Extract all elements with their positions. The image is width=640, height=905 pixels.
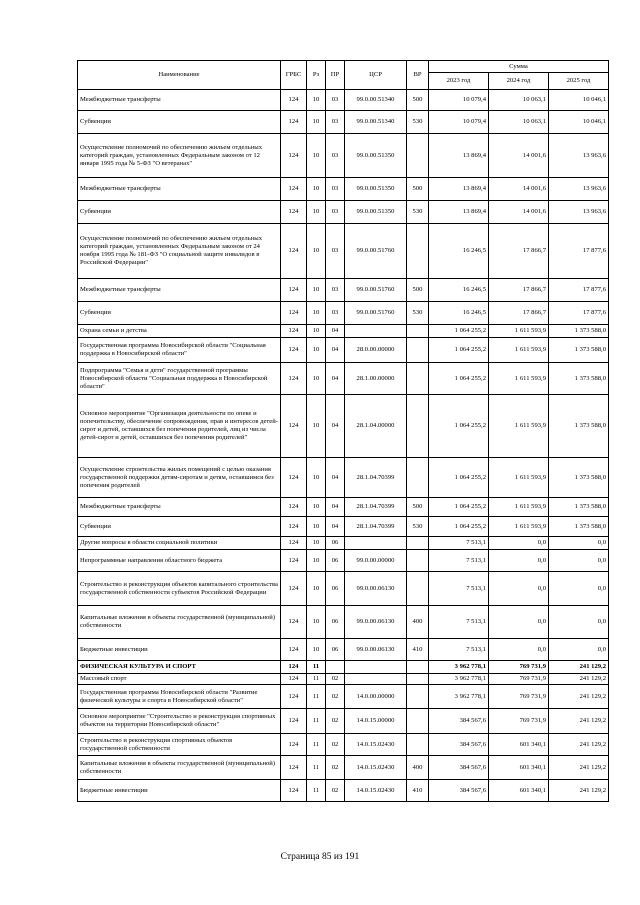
row-name: Бюджетные инвестиции <box>78 780 281 802</box>
row-csr: 99.0.00.06130 <box>345 639 407 661</box>
row-csr <box>345 661 407 674</box>
row-vr: 530 <box>407 201 429 224</box>
row-rz: 10 <box>307 537 326 550</box>
row-rz: 10 <box>307 338 326 363</box>
table-row <box>78 363 609 395</box>
row-pr: 06 <box>326 606 345 639</box>
row-vr <box>407 550 429 572</box>
table-row <box>78 111 609 134</box>
row-csr <box>345 537 407 550</box>
row-vr: 500 <box>407 90 429 111</box>
row-rz: 10 <box>307 363 326 395</box>
row-name: Основное мероприятие "Организация деятельности по опеке и попечительству, обеспечение сопровождения, прав и интересов детей-сирот и детей, оставшихся без попечения родителей, лиц из числа детей-сирот и детей, оставшихся без попечения родителей" <box>78 395 281 458</box>
row-sum-2025: 1 373 588,0 <box>549 325 609 338</box>
row-grbs: 124 <box>281 498 307 517</box>
row-pr: 02 <box>326 756 345 780</box>
row-sum-2023: 384 567,6 <box>429 756 489 780</box>
row-name: Государственная программа Новосибирской области "Социальная поддержка в Новосибирской области" <box>78 338 281 363</box>
row-sum-2024: 0,0 <box>489 572 549 606</box>
table-row <box>78 498 609 517</box>
row-grbs: 124 <box>281 395 307 458</box>
row-sum-2024: 17 866,7 <box>489 302 549 325</box>
row-sum-2023: 7 513,1 <box>429 537 489 550</box>
table-row <box>78 606 609 639</box>
row-pr: 03 <box>326 90 345 111</box>
row-sum-2023: 384 567,6 <box>429 734 489 756</box>
row-sum-2024: 769 731,9 <box>489 685 549 709</box>
row-sum-2025: 1 373 588,0 <box>549 338 609 363</box>
row-grbs: 124 <box>281 537 307 550</box>
table-row <box>78 734 609 756</box>
row-csr: 14.0.15.02430 <box>345 780 407 802</box>
row-rz: 10 <box>307 325 326 338</box>
row-name: Субвенции <box>78 517 281 537</box>
row-sum-2024: 769 731,9 <box>489 661 549 674</box>
row-vr: 530 <box>407 111 429 134</box>
table-row <box>78 134 609 178</box>
header-year-2025: 2025 год <box>549 73 609 90</box>
row-name: Капитальные вложения в объекты государственной (муниципальной) собственности <box>78 606 281 639</box>
row-rz: 11 <box>307 709 326 734</box>
row-rz: 11 <box>307 674 326 685</box>
row-csr: 28.1.04.00000 <box>345 395 407 458</box>
table-row <box>78 279 609 302</box>
row-sum-2025: 0,0 <box>549 639 609 661</box>
row-pr: 03 <box>326 302 345 325</box>
row-sum-2024: 0,0 <box>489 537 549 550</box>
row-name: Капитальные вложения в объекты государственной (муниципальной) собственности <box>78 756 281 780</box>
row-vr <box>407 674 429 685</box>
row-sum-2023: 384 567,6 <box>429 780 489 802</box>
row-csr: 99.0.00.51760 <box>345 224 407 279</box>
row-name: Государственная программа Новосибирской области "Развитие физической культуры и спорта в Новосибирской области" <box>78 685 281 709</box>
row-csr: 99.0.00.51340 <box>345 111 407 134</box>
row-vr: 530 <box>407 517 429 537</box>
row-sum-2024: 17 866,7 <box>489 279 549 302</box>
row-vr: 500 <box>407 178 429 201</box>
row-csr: 99.0.00.51350 <box>345 134 407 178</box>
row-sum-2023: 7 513,1 <box>429 606 489 639</box>
row-sum-2025: 13 963,6 <box>549 201 609 224</box>
row-rz: 10 <box>307 302 326 325</box>
row-pr: 03 <box>326 279 345 302</box>
row-sum-2025: 241 129,2 <box>549 734 609 756</box>
table-row <box>78 458 609 498</box>
row-name: Осуществление полномочий по обеспечению жильем отдельных категорий граждан, установленных Федеральным законом от 12 января 1995 года № 5-ФЗ "О ветеранах" <box>78 134 281 178</box>
row-csr: 99.0.00.00000 <box>345 550 407 572</box>
row-sum-2025: 17 877,6 <box>549 224 609 279</box>
row-rz: 10 <box>307 224 326 279</box>
row-rz: 10 <box>307 550 326 572</box>
row-sum-2023: 1 064 255,2 <box>429 498 489 517</box>
row-grbs: 124 <box>281 458 307 498</box>
row-vr <box>407 134 429 178</box>
row-sum-2024: 1 611 593,9 <box>489 325 549 338</box>
row-sum-2023: 3 962 778,1 <box>429 674 489 685</box>
row-rz: 11 <box>307 661 326 674</box>
row-sum-2025: 1 373 588,0 <box>549 363 609 395</box>
row-pr: 03 <box>326 111 345 134</box>
table-row <box>78 395 609 458</box>
row-csr: 99.0.00.51760 <box>345 279 407 302</box>
row-vr <box>407 325 429 338</box>
table-row <box>78 639 609 661</box>
row-name: Строительство и реконструкция спортивных объектов государственной собственности <box>78 734 281 756</box>
table-row <box>78 550 609 572</box>
row-grbs: 124 <box>281 111 307 134</box>
row-sum-2024: 601 340,1 <box>489 734 549 756</box>
row-name: Непрограммные направления областного бюджета <box>78 550 281 572</box>
row-csr: 14.0.15.02430 <box>345 756 407 780</box>
row-pr: 03 <box>326 134 345 178</box>
row-grbs: 124 <box>281 279 307 302</box>
row-sum-2025: 0,0 <box>549 550 609 572</box>
row-grbs: 124 <box>281 780 307 802</box>
row-sum-2025: 17 877,6 <box>549 302 609 325</box>
row-sum-2025: 241 129,2 <box>549 756 609 780</box>
row-csr: 99.0.00.06130 <box>345 606 407 639</box>
row-rz: 10 <box>307 201 326 224</box>
row-sum-2024: 14 001,6 <box>489 201 549 224</box>
row-pr: 06 <box>326 639 345 661</box>
row-grbs: 124 <box>281 325 307 338</box>
row-name: Основное мероприятие "Строительство и реконструкция спортивных объектов на территории Новосибирской области" <box>78 709 281 734</box>
table-row <box>78 685 609 709</box>
row-sum-2024: 14 001,6 <box>489 178 549 201</box>
row-sum-2025: 0,0 <box>549 537 609 550</box>
row-grbs: 124 <box>281 550 307 572</box>
row-name: Межбюджетные трансферты <box>78 90 281 111</box>
table-row <box>78 224 609 279</box>
row-csr: 28.1.04.70399 <box>345 498 407 517</box>
header-grbs: ГРБС <box>281 61 307 90</box>
row-sum-2024: 769 731,9 <box>489 709 549 734</box>
row-sum-2024: 601 340,1 <box>489 780 549 802</box>
row-sum-2025: 241 129,2 <box>549 780 609 802</box>
row-grbs: 124 <box>281 134 307 178</box>
row-csr: 14.0.15.00000 <box>345 709 407 734</box>
row-sum-2025: 241 129,2 <box>549 661 609 674</box>
row-name: Субвенции <box>78 201 281 224</box>
row-sum-2025: 13 963,6 <box>549 134 609 178</box>
row-vr <box>407 661 429 674</box>
row-rz: 10 <box>307 395 326 458</box>
table-row <box>78 756 609 780</box>
row-sum-2023: 1 064 255,2 <box>429 363 489 395</box>
row-sum-2023: 3 962 778,1 <box>429 661 489 674</box>
row-rz: 11 <box>307 780 326 802</box>
row-vr <box>407 709 429 734</box>
row-sum-2023: 1 064 255,2 <box>429 517 489 537</box>
row-grbs: 124 <box>281 572 307 606</box>
row-vr <box>407 363 429 395</box>
row-vr: 500 <box>407 279 429 302</box>
row-pr: 04 <box>326 363 345 395</box>
row-sum-2024: 1 611 593,9 <box>489 395 549 458</box>
row-pr: 04 <box>326 458 345 498</box>
row-name: Межбюджетные трансферты <box>78 279 281 302</box>
row-sum-2024: 0,0 <box>489 639 549 661</box>
table-row <box>78 709 609 734</box>
row-vr <box>407 537 429 550</box>
row-pr: 04 <box>326 498 345 517</box>
row-sum-2024: 769 731,9 <box>489 674 549 685</box>
header-name: Наименование <box>78 61 281 90</box>
row-rz: 10 <box>307 458 326 498</box>
row-rz: 11 <box>307 734 326 756</box>
row-name: Строительство и реконструкция объектов капитального строительства государственной собственности субъектов Российской Федерации <box>78 572 281 606</box>
row-vr <box>407 395 429 458</box>
row-vr: 410 <box>407 639 429 661</box>
row-sum-2023: 16 246,5 <box>429 224 489 279</box>
row-csr: 99.0.00.06130 <box>345 572 407 606</box>
row-sum-2023: 10 079,4 <box>429 111 489 134</box>
row-sum-2023: 1 064 255,2 <box>429 395 489 458</box>
row-rz: 10 <box>307 572 326 606</box>
row-grbs: 124 <box>281 363 307 395</box>
row-sum-2024: 601 340,1 <box>489 756 549 780</box>
table-row <box>78 178 609 201</box>
row-pr <box>326 661 345 674</box>
row-sum-2025: 10 046,1 <box>549 90 609 111</box>
row-sum-2024: 1 611 593,9 <box>489 458 549 498</box>
page-number: Страница 85 из 191 <box>280 852 360 862</box>
row-sum-2023: 7 513,1 <box>429 572 489 606</box>
table-row <box>78 780 609 802</box>
row-vr <box>407 572 429 606</box>
header-year-2023: 2023 год <box>429 73 489 90</box>
row-sum-2024: 0,0 <box>489 550 549 572</box>
row-grbs: 124 <box>281 201 307 224</box>
row-vr: 400 <box>407 756 429 780</box>
row-csr <box>345 325 407 338</box>
row-vr: 400 <box>407 606 429 639</box>
row-pr: 04 <box>326 325 345 338</box>
row-sum-2024: 10 063,1 <box>489 111 549 134</box>
table-body <box>78 90 609 802</box>
row-name: Субвенции <box>78 302 281 325</box>
row-sum-2024: 14 001,6 <box>489 134 549 178</box>
row-grbs: 124 <box>281 338 307 363</box>
row-grbs: 124 <box>281 224 307 279</box>
row-name: Осуществление строительства жилых помещений с целью оказания государственной поддержки детям-сиротам и детям, оставшимся без попечения родителей <box>78 458 281 498</box>
row-csr: 99.0.00.51350 <box>345 178 407 201</box>
row-pr: 06 <box>326 550 345 572</box>
row-vr: 530 <box>407 302 429 325</box>
table-row <box>78 674 609 685</box>
header-sum: Сумма <box>429 61 609 73</box>
row-vr <box>407 224 429 279</box>
row-sum-2023: 16 246,5 <box>429 302 489 325</box>
row-sum-2025: 17 877,6 <box>549 279 609 302</box>
header-pr: ПР <box>326 61 345 90</box>
row-name: ФИЗИЧЕСКАЯ КУЛЬТУРА И СПОРТ <box>78 661 281 674</box>
row-name: Подпрограмма "Семья и дети" государственной программы Новосибирской области "Социальная поддержка в Новосибирской области" <box>78 363 281 395</box>
row-sum-2024: 1 611 593,9 <box>489 338 549 363</box>
row-pr: 06 <box>326 572 345 606</box>
row-grbs: 124 <box>281 639 307 661</box>
row-grbs: 124 <box>281 661 307 674</box>
row-csr: 28.0.00.00000 <box>345 338 407 363</box>
row-name: Субвенции <box>78 111 281 134</box>
row-sum-2025: 241 129,2 <box>549 685 609 709</box>
row-sum-2025: 241 129,2 <box>549 709 609 734</box>
row-sum-2024: 0,0 <box>489 606 549 639</box>
row-grbs: 124 <box>281 685 307 709</box>
row-csr <box>345 674 407 685</box>
row-sum-2024: 1 611 593,9 <box>489 498 549 517</box>
row-csr: 99.0.00.51760 <box>345 302 407 325</box>
row-grbs: 124 <box>281 674 307 685</box>
row-grbs: 124 <box>281 709 307 734</box>
row-sum-2023: 384 567,6 <box>429 709 489 734</box>
row-pr: 02 <box>326 780 345 802</box>
row-grbs: 124 <box>281 517 307 537</box>
row-pr: 02 <box>326 734 345 756</box>
row-sum-2025: 1 373 588,0 <box>549 458 609 498</box>
row-sum-2024: 10 063,1 <box>489 90 549 111</box>
row-pr: 02 <box>326 674 345 685</box>
row-rz: 10 <box>307 498 326 517</box>
row-sum-2025: 0,0 <box>549 606 609 639</box>
row-grbs: 124 <box>281 302 307 325</box>
row-sum-2023: 1 064 255,2 <box>429 325 489 338</box>
table-row <box>78 517 609 537</box>
row-sum-2023: 1 064 255,2 <box>429 338 489 363</box>
header-csr: ЦСР <box>345 61 407 90</box>
row-sum-2025: 241 129,2 <box>549 674 609 685</box>
row-vr: 500 <box>407 498 429 517</box>
row-sum-2023: 10 079,4 <box>429 90 489 111</box>
row-sum-2023: 7 513,1 <box>429 639 489 661</box>
row-vr <box>407 338 429 363</box>
row-grbs: 124 <box>281 90 307 111</box>
row-name: Осуществление полномочий по обеспечению жильем отдельных категорий граждан, установленных Федеральным законом от 24 ноября 1995 года № 181-ФЗ "О социальной защите инвалидов в Российской Федерации" <box>78 224 281 279</box>
table-row <box>78 90 609 111</box>
row-name: Массовый спорт <box>78 674 281 685</box>
row-sum-2024: 1 611 593,9 <box>489 517 549 537</box>
row-name: Другие вопросы в области социальной политики <box>78 537 281 550</box>
budget-table <box>77 60 609 802</box>
row-rz: 10 <box>307 639 326 661</box>
table-row <box>78 302 609 325</box>
row-name: Межбюджетные трансферты <box>78 498 281 517</box>
row-pr: 02 <box>326 709 345 734</box>
row-rz: 11 <box>307 685 326 709</box>
row-name: Межбюджетные трансферты <box>78 178 281 201</box>
row-pr: 02 <box>326 685 345 709</box>
row-rz: 10 <box>307 178 326 201</box>
row-pr: 04 <box>326 517 345 537</box>
row-sum-2023: 13 869,4 <box>429 178 489 201</box>
row-pr: 04 <box>326 395 345 458</box>
row-sum-2023: 3 962 778,1 <box>429 685 489 709</box>
row-sum-2023: 7 513,1 <box>429 550 489 572</box>
row-sum-2024: 17 866,7 <box>489 224 549 279</box>
row-sum-2023: 13 869,4 <box>429 134 489 178</box>
row-sum-2025: 1 373 588,0 <box>549 517 609 537</box>
row-sum-2025: 0,0 <box>549 572 609 606</box>
row-vr: 410 <box>407 780 429 802</box>
row-rz: 10 <box>307 134 326 178</box>
table-row <box>78 325 609 338</box>
row-vr <box>407 734 429 756</box>
header-vr: ВР <box>407 61 429 90</box>
row-grbs: 124 <box>281 178 307 201</box>
row-csr: 14.0.15.02430 <box>345 734 407 756</box>
row-pr: 03 <box>326 178 345 201</box>
row-vr <box>407 685 429 709</box>
row-rz: 11 <box>307 756 326 780</box>
row-grbs: 124 <box>281 734 307 756</box>
row-vr <box>407 458 429 498</box>
row-sum-2025: 13 963,6 <box>549 178 609 201</box>
row-pr: 03 <box>326 201 345 224</box>
table-row <box>78 201 609 224</box>
row-sum-2023: 1 064 255,2 <box>429 458 489 498</box>
row-csr: 99.0.00.51340 <box>345 90 407 111</box>
row-sum-2024: 1 611 593,9 <box>489 363 549 395</box>
table-row <box>78 661 609 674</box>
row-sum-2025: 1 373 588,0 <box>549 395 609 458</box>
row-sum-2023: 13 869,4 <box>429 201 489 224</box>
row-csr: 99.0.00.51350 <box>345 201 407 224</box>
row-grbs: 124 <box>281 606 307 639</box>
row-rz: 10 <box>307 517 326 537</box>
table-row <box>78 338 609 363</box>
row-csr: 28.1.00.00000 <box>345 363 407 395</box>
header-year-2024: 2024 год <box>489 73 549 90</box>
row-rz: 10 <box>307 111 326 134</box>
row-sum-2025: 1 373 588,0 <box>549 498 609 517</box>
row-grbs: 124 <box>281 756 307 780</box>
row-csr: 28.1.04.70399 <box>345 517 407 537</box>
row-pr: 03 <box>326 224 345 279</box>
row-sum-2025: 10 046,1 <box>549 111 609 134</box>
row-name: Охрана семьи и детства <box>78 325 281 338</box>
header-rz: Рз <box>307 61 326 90</box>
row-pr: 04 <box>326 338 345 363</box>
row-csr: 28.1.04.70399 <box>345 458 407 498</box>
row-rz: 10 <box>307 279 326 302</box>
row-sum-2023: 16 246,5 <box>429 279 489 302</box>
row-rz: 10 <box>307 90 326 111</box>
row-rz: 10 <box>307 606 326 639</box>
table-row <box>78 572 609 606</box>
table-row <box>78 537 609 550</box>
row-pr: 06 <box>326 537 345 550</box>
row-csr: 14.0.00.00000 <box>345 685 407 709</box>
row-name: Бюджетные инвестиции <box>78 639 281 661</box>
